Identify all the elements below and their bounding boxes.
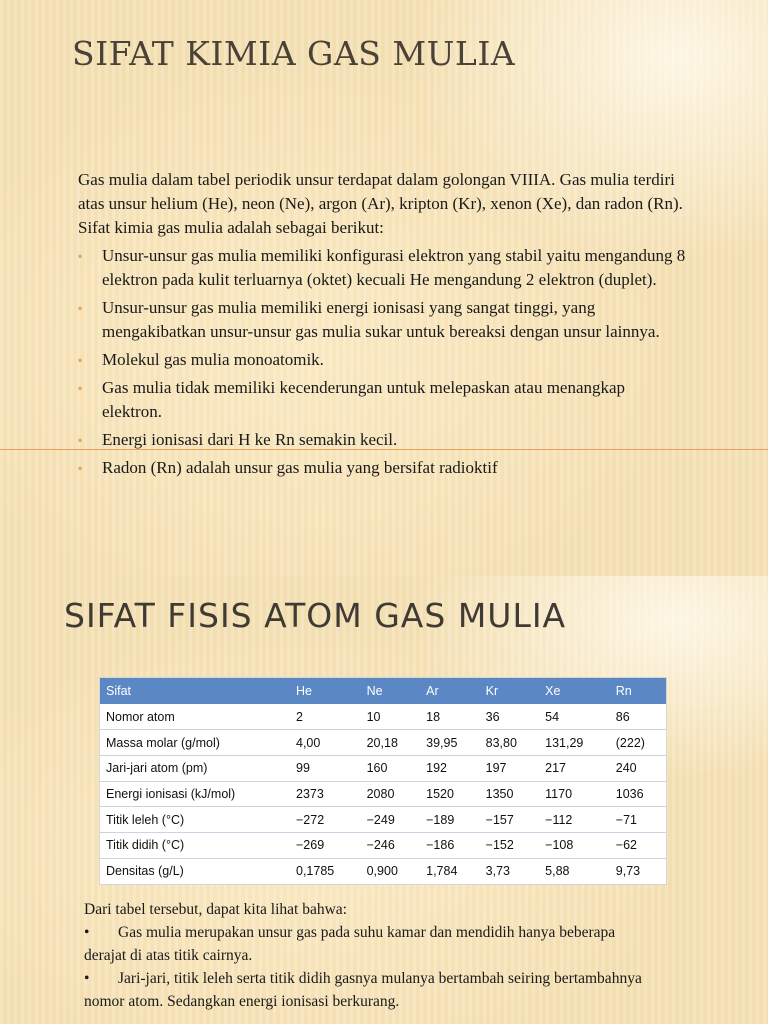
bullet-icon: •: [84, 970, 90, 987]
table-cell: −62: [610, 833, 666, 859]
bullet-icon: ▪: [78, 461, 83, 475]
table-cell: 2373: [290, 781, 361, 807]
bullet-icon: ▪: [78, 301, 83, 315]
column-header: Ar: [420, 678, 480, 704]
column-header: He: [290, 678, 361, 704]
list-item-text: Gas mulia merupakan unsur gas pada suhu kamar dan mendidih hanya beberapa derajat di atas titik cairnya.: [84, 924, 616, 964]
table-cell: −246: [361, 833, 421, 859]
list-item: [84, 967, 644, 1013]
table-row: [100, 781, 666, 807]
table-cell: 1520: [420, 781, 480, 807]
table-cell: Densitas (g/L): [106, 864, 184, 879]
list-item-text: Radon (Rn) adalah unsur gas mulia yang bersifat radioktif: [102, 458, 498, 477]
table-cell: −157: [480, 807, 540, 833]
column-header: Rn: [610, 678, 666, 704]
bullet-icon: ▪: [78, 433, 83, 447]
list-item-text: Energi ionisasi dari H ke Rn semakin kecil.: [102, 430, 398, 449]
table-cell: 10: [361, 704, 421, 730]
table-row: [100, 704, 666, 730]
table-cell: 1170: [539, 781, 610, 807]
bullet-icon: ▪: [78, 381, 83, 395]
table-body: [100, 704, 666, 884]
table-cell: 5,88: [545, 864, 570, 879]
table-cell: 86: [610, 704, 666, 730]
table-cell: 54: [539, 704, 610, 730]
table-cell: 1,784: [426, 864, 458, 879]
table-cell: −269: [290, 833, 361, 859]
list-item: [78, 428, 688, 452]
table-cell: 2: [290, 704, 361, 730]
table-cell: 9,73: [615, 864, 641, 879]
list-item: [84, 921, 644, 967]
table-row: [100, 858, 666, 884]
table-cell: 131,29: [539, 730, 610, 756]
lead-paragraph: Dari tabel tersebut, dapat kita lihat bahwa:: [84, 901, 347, 918]
column-header: Sifat: [100, 678, 290, 704]
table-cell: 4,00: [290, 730, 361, 756]
table-row: [100, 755, 666, 781]
table-cell: −108: [539, 833, 610, 859]
table-cell: 83,80: [480, 730, 540, 756]
table-cell: 160: [361, 755, 421, 781]
table-cell: 1036: [610, 781, 666, 807]
table-cell: 2080: [361, 781, 421, 807]
column-header: Ne: [361, 678, 421, 704]
list-item-text: Unsur-unsur gas mulia memiliki konfigurasi elektron yang stabil yaitu mengandung 8 elektron pada kulit terluarnya (oktet) kecuali He mengandung 2 elektron (duplet).: [102, 246, 686, 289]
table-cell: 20,18: [361, 730, 421, 756]
list-item-text: Molekul gas mulia monoatomik.: [102, 350, 324, 369]
table-cell: −272: [290, 807, 361, 833]
intro-paragraph: Gas mulia dalam tabel periodik unsur terdapat dalam golongan VIIIA. Gas mulia terdiri atas unsur helium (He), neon (Ne), argon (Ar), kripton (Kr), xenon (Xe), dan radon (Rn). Sifat kimia gas mulia adalah sebagai berikut:: [78, 170, 683, 237]
table-cell: Nomor atom: [100, 704, 290, 730]
table-cell: 217: [539, 755, 610, 781]
list-item-text: Gas mulia tidak memiliki kecenderungan untuk melepaskan atau menangkap elektron.: [102, 378, 626, 421]
table-row: [100, 833, 666, 859]
table-row: [100, 807, 666, 833]
table-cell: 3,73: [485, 864, 510, 879]
bullet-list: [78, 244, 688, 480]
bullet-icon: •: [84, 924, 90, 941]
table-cell: −249: [361, 807, 421, 833]
properties-table-frame: [100, 678, 666, 884]
table-cell: Jari-jari atom (pm): [100, 755, 290, 781]
list-item: [78, 244, 688, 292]
column-header: Kr: [480, 678, 540, 704]
slide-title: SIFAT FISIS ATOM GAS MULIA: [64, 596, 567, 635]
table-cell: −189: [420, 807, 480, 833]
table-cell: 0,900: [366, 864, 398, 879]
list-item: [78, 456, 688, 480]
bullet-icon: ▪: [78, 353, 83, 367]
table-cell: 192: [420, 755, 480, 781]
table-cell: −71: [610, 807, 666, 833]
table-cell: (222): [610, 730, 666, 756]
list-item: [78, 348, 688, 372]
table-cell: −152: [480, 833, 540, 859]
slide-sifat-fisis: [0, 576, 768, 1024]
table-cell: 36: [480, 704, 540, 730]
slide-content: [84, 898, 644, 1013]
list-item: [78, 296, 688, 344]
table-cell: 197: [480, 755, 540, 781]
properties-table: [100, 678, 666, 884]
table-cell: 18: [420, 704, 480, 730]
table-cell: 1350: [480, 781, 540, 807]
table-header-row: [100, 678, 666, 704]
table-cell: Massa molar (g/mol): [100, 730, 290, 756]
bullet-icon: ▪: [78, 249, 83, 263]
slide-content: [78, 168, 688, 484]
list-item: [78, 376, 688, 424]
table-cell: −112: [539, 807, 610, 833]
list-item-text: Jari-jari, titik leleh serta titik didih gasnya mulanya bertambah seiring bertambahnya nomor atom. Sedangkan energi ionisasi berkurang.: [84, 970, 642, 1010]
table-cell: 240: [610, 755, 666, 781]
table-cell: 39,95: [420, 730, 480, 756]
table-cell: 99: [290, 755, 361, 781]
column-header: Xe: [539, 678, 610, 704]
table-cell: Titik didih (°C): [100, 833, 290, 859]
table-cell: Titik leleh (°C): [100, 807, 290, 833]
table-cell: Energi ionisasi (kJ/mol): [100, 781, 290, 807]
table-row: [100, 730, 666, 756]
slide-title: SIFAT KIMIA GAS MULIA: [72, 34, 516, 73]
list-item-text: Unsur-unsur gas mulia memiliki energi ionisasi yang sangat tinggi, yang mengakibatkan unsur-unsur gas mulia sukar untuk bereaksi dengan unsur lainnya.: [102, 298, 660, 341]
table-cell: 0,1785: [296, 864, 335, 879]
table-cell: −186: [420, 833, 480, 859]
